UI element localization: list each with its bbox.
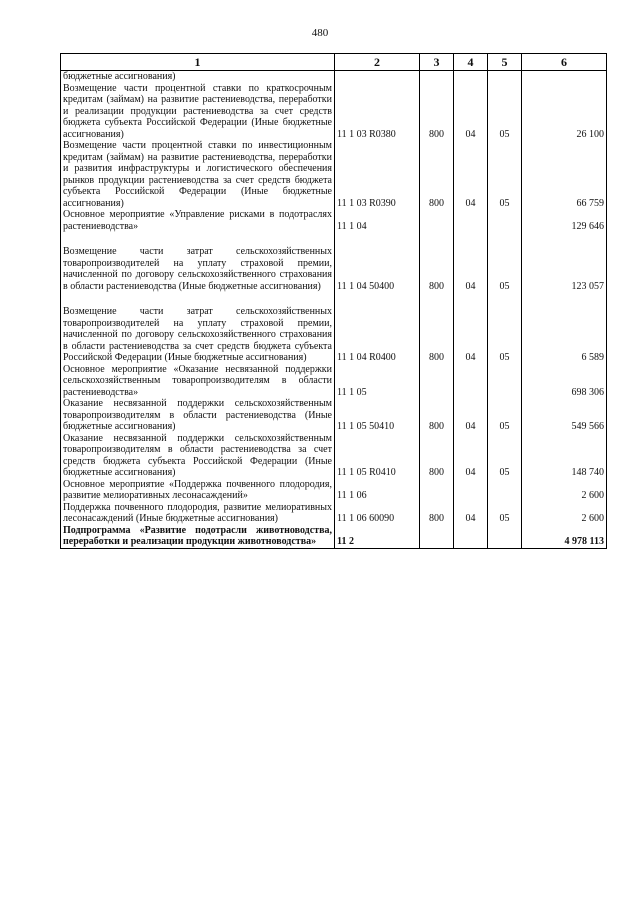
row-subsection: 05 xyxy=(488,140,522,209)
row-type xyxy=(420,364,454,399)
row-section: 04 xyxy=(454,83,488,141)
row-type: 800 xyxy=(420,398,454,433)
column-header-1: 1 xyxy=(61,54,335,71)
table-row xyxy=(61,502,607,525)
row-section xyxy=(454,525,488,549)
row-subsection xyxy=(488,479,522,502)
row-section: 04 xyxy=(454,398,488,433)
row-section xyxy=(454,479,488,502)
row-type xyxy=(420,525,454,549)
column-header-6: 6 xyxy=(522,54,607,71)
row-subsection: 05 xyxy=(488,433,522,479)
row-name: Оказание несвязанной поддержки сельскохозяйственным товаропроизводителям в области растениеводства (Иные бюджетные ассигнования) xyxy=(61,398,335,433)
row-type xyxy=(420,209,454,232)
row-amount: 698 306 xyxy=(522,364,607,399)
row-name: Возмещение части процентной ставки по краткосрочным кредитам (займам) на развитие растениеводства, переработки и реализации продукции растениеводства за счет средств бюджета субъекта Российской Федерации (Иные бюджетные ассигнования) xyxy=(61,83,335,141)
row-amount: 2 600 xyxy=(522,479,607,502)
row-section xyxy=(454,209,488,232)
table-row xyxy=(61,433,607,479)
row-code: 11 1 04 R0400 xyxy=(335,292,420,364)
table-row xyxy=(61,232,607,292)
row-section xyxy=(454,71,488,83)
row-section: 04 xyxy=(454,140,488,209)
row-amount: 2 600 xyxy=(522,502,607,525)
row-type xyxy=(420,479,454,502)
row-amount: 148 740 xyxy=(522,433,607,479)
row-code: 11 1 06 xyxy=(335,479,420,502)
row-amount: 6 589 xyxy=(522,292,607,364)
row-section: 04 xyxy=(454,433,488,479)
row-subsection: 05 xyxy=(488,502,522,525)
page-number: 480 xyxy=(311,27,329,39)
row-name: Основное мероприятие «Управление рисками в подотраслях растениеводства» xyxy=(61,209,335,232)
row-code: 11 2 xyxy=(335,525,420,549)
row-amount xyxy=(522,71,607,83)
row-name: Возмещение части затрат сельскохозяйственных товаропроизводителей на уплату страховой премии, начисленной по договору сельскохозяйственного страхования в области растениеводства (Иные бюджетные ассигнования) xyxy=(61,232,335,292)
row-code: 11 1 05 50410 xyxy=(335,398,420,433)
row-code: 11 1 03 R0390 xyxy=(335,140,420,209)
row-name: Основное мероприятие «Оказание несвязанной поддержки сельскохозяйственным товаропроизводителям в области растениеводства» xyxy=(61,364,335,399)
row-code xyxy=(335,71,420,83)
table-row xyxy=(61,479,607,502)
column-header-2: 2 xyxy=(335,54,420,71)
row-amount: 4 978 113 xyxy=(522,525,607,549)
row-name: Поддержка почвенного плодородия, развитие мелиоративных лесонасаждений (Иные бюджетные ассигнования) xyxy=(61,502,335,525)
table-row xyxy=(61,525,607,549)
row-section: 04 xyxy=(454,292,488,364)
table-row xyxy=(61,398,607,433)
row-subsection: 05 xyxy=(488,292,522,364)
table-row xyxy=(61,71,607,83)
row-type xyxy=(420,71,454,83)
row-code: 11 1 04 xyxy=(335,209,420,232)
table-row xyxy=(61,140,607,209)
table-row xyxy=(61,292,607,364)
table-row xyxy=(61,209,607,232)
row-amount: 123 057 xyxy=(522,232,607,292)
row-name: Основное мероприятие «Поддержка почвенного плодородия, развитие мелиоративных лесонасаждений» xyxy=(61,479,335,502)
row-name: бюджетные ассигнования) xyxy=(61,71,335,83)
column-header-3: 3 xyxy=(420,54,454,71)
row-section xyxy=(454,364,488,399)
row-code: 11 1 06 60090 xyxy=(335,502,420,525)
row-type: 800 xyxy=(420,433,454,479)
row-subsection: 05 xyxy=(488,83,522,141)
row-name: Возмещение части затрат сельскохозяйственных товаропроизводителей на уплату страховой премии, начисленной по договору сельскохозяйственного страхования в области растениеводства за счет средств бюджета субъекта Российской Федерации (Иные бюджетные ассигнования) xyxy=(61,292,335,364)
row-subsection xyxy=(488,525,522,549)
column-header-4: 4 xyxy=(454,54,488,71)
row-subsection: 05 xyxy=(488,232,522,292)
row-type: 800 xyxy=(420,83,454,141)
row-amount: 26 100 xyxy=(522,83,607,141)
row-type: 800 xyxy=(420,140,454,209)
row-name: Оказание несвязанной поддержки сельскохозяйственным товаропроизводителям в области растениеводства за счет средств бюджета субъекта Российской Федерации (Иные бюджетные ассигнования) xyxy=(61,433,335,479)
row-type: 800 xyxy=(420,502,454,525)
row-amount: 66 759 xyxy=(522,140,607,209)
table-row xyxy=(61,83,607,141)
row-code: 11 1 05 xyxy=(335,364,420,399)
row-subsection xyxy=(488,364,522,399)
row-code: 11 1 03 R0380 xyxy=(335,83,420,141)
row-type: 800 xyxy=(420,232,454,292)
row-code: 11 1 04 50400 xyxy=(335,232,420,292)
header-row xyxy=(61,54,607,71)
row-type: 800 xyxy=(420,292,454,364)
row-subsection xyxy=(488,209,522,232)
row-section: 04 xyxy=(454,502,488,525)
row-subsection xyxy=(488,71,522,83)
row-name: Возмещение части процентной ставки по инвестиционным кредитам (займам) на развитие растениеводства, переработки и развития инфраструктуры и логистического обеспечения рынков продукции растениеводства за счет средств бюджета субъекта Российской Федерации (Иные бюджетные ассигнования) xyxy=(61,140,335,209)
row-amount: 129 646 xyxy=(522,209,607,232)
row-section: 04 xyxy=(454,232,488,292)
row-amount: 549 566 xyxy=(522,398,607,433)
budget-table xyxy=(60,53,607,549)
row-name: Подпрограмма «Развитие подотрасли животноводства, переработки и реализации продукции животноводства» xyxy=(61,525,335,549)
column-header-5: 5 xyxy=(488,54,522,71)
table-row xyxy=(61,364,607,399)
row-subsection: 05 xyxy=(488,398,522,433)
row-code: 11 1 05 R0410 xyxy=(335,433,420,479)
